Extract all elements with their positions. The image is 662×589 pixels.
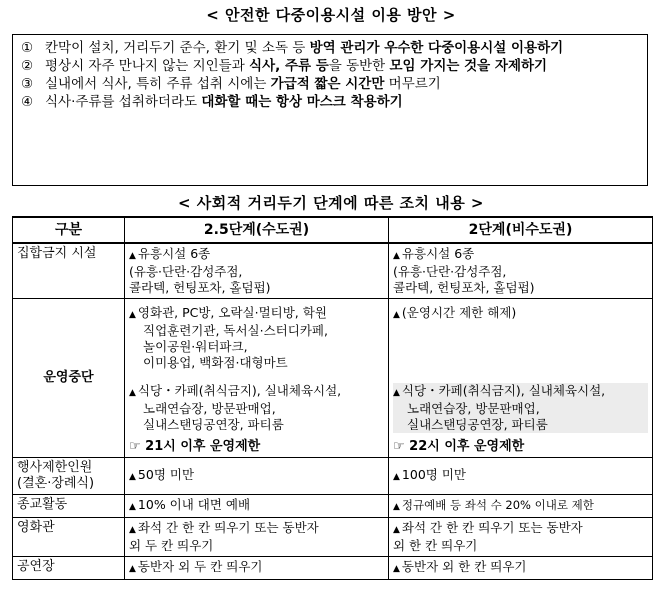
guideline-item-1: [21, 39, 639, 57]
cell-text: 노래연습장, 방문판매업,: [143, 401, 276, 416]
guideline-item-2: [21, 57, 639, 75]
cell-ban-2-5: [125, 243, 389, 299]
cell-text: 10% 이내 대면 예배: [137, 497, 251, 512]
row-label-theater: 공연장: [13, 557, 125, 580]
table-row-religion: [13, 495, 653, 518]
triangle-bullet-icon: ▲: [393, 310, 400, 320]
cell-text: 이미용업, 백화점·대형마트: [143, 355, 288, 370]
cell-text: 노래연습장, 방문판매업,: [393, 401, 648, 417]
cell-text: 정규예배 등 좌석 수 20% 이내로 제한: [401, 498, 594, 512]
cell-text: 동반자 외 한 칸 띄우기: [401, 559, 527, 574]
cell-text: 실내스탠딩공연장, 파티룸: [143, 417, 284, 432]
cell-ban-2: [389, 243, 653, 299]
table-row-theater: [13, 557, 653, 580]
guideline-number: ②: [21, 58, 34, 74]
guideline-text: 실내에서 식사, 특히 주류 섭취 시에는: [45, 76, 271, 92]
measures-table: [12, 216, 653, 580]
triangle-bullet-icon: ▲: [393, 564, 400, 574]
cell-text: 50명 미만: [137, 467, 195, 482]
time-limit-note: ☞ 22시 이후 운영제한: [393, 439, 525, 454]
guidelines-title: < 안전한 다중이용시설 이용 방안 >: [206, 6, 456, 24]
table-row-cinema: [13, 518, 653, 557]
guideline-text-bold: 가급적 짧은 시간만: [270, 76, 385, 92]
cell-text: 식당・카페(취식금지), 실내체육시설,: [137, 383, 342, 398]
cell-text: 콜라텍, 헌팅포차, 홀덤펍): [129, 280, 271, 295]
table-header-row: [13, 217, 653, 243]
cell-cinema-2: [389, 518, 653, 557]
cell-text: (운영시간 제한 해제): [401, 305, 517, 320]
cell-suspend-2: [389, 299, 653, 458]
measures-title: < 사회적 거리두기 단계에 따른 조치 내용 >: [177, 194, 485, 212]
guideline-text: 머무르기: [384, 76, 441, 92]
row-label-cinema: 영화관: [13, 518, 125, 557]
guideline-text: 평상시 자주 만나지 않는 지인들과: [45, 58, 250, 74]
triangle-bullet-icon: ▲: [129, 251, 136, 261]
guideline-number: ①: [21, 40, 34, 56]
cell-theater-2: [389, 557, 653, 580]
cell-text: 유흥시설 6종: [137, 246, 211, 261]
row-label-admin: [13, 458, 125, 495]
triangle-bullet-icon: ▲: [393, 525, 400, 535]
cell-text: 놀이공원·워터파크,: [143, 339, 248, 354]
guideline-number: ③: [21, 76, 34, 92]
cell-text: 100명 미만: [401, 467, 466, 482]
guideline-text: 식사·주류를 섭취하더라도: [45, 94, 202, 110]
triangle-bullet-icon: ▲: [129, 472, 136, 482]
triangle-bullet-icon: ▲: [393, 388, 400, 398]
cell-religion-2-5: [125, 495, 389, 518]
triangle-bullet-icon: ▲: [393, 502, 400, 512]
guideline-text: 을 동반한: [328, 58, 390, 74]
guideline-text-bold: 식사, 주류 등: [249, 58, 329, 74]
cell-text: 좌석 간 한 칸 띄우기 또는 동반자: [401, 520, 583, 535]
triangle-bullet-icon: ▲: [129, 388, 136, 398]
cell-text: 직업훈련기관, 독서실·스터디카페,: [143, 323, 328, 338]
header-category: 구분: [13, 217, 125, 243]
cell-religion-2: [389, 495, 653, 518]
row-label-suspend: 운영중단: [13, 299, 125, 458]
guideline-item-4: [21, 93, 639, 111]
cell-cinema-2-5: [125, 518, 389, 557]
guideline-text-bold: 대화할 때는 항상 마스크 착용하기: [201, 94, 403, 110]
cell-suspend-2-5: [125, 299, 389, 458]
guideline-text-bold: 모임 가지는 것을 자제하기: [389, 58, 548, 74]
table-row-suspend: [13, 299, 653, 458]
triangle-bullet-icon: ▲: [129, 564, 136, 574]
cell-text: 좌석 간 한 칸 띄우기 또는 동반자: [137, 520, 319, 535]
guideline-text: 칸막이 설치, 거리두기 준수, 환기 및 소독 등: [45, 40, 310, 56]
time-limit-note: ☞ 21시 이후 운영제한: [129, 439, 261, 454]
row-label-religion: 종교활동: [13, 495, 125, 518]
cell-text: 식당・카페(취식금지), 실내체육시설,: [401, 383, 606, 398]
cell-admin-2-5: [125, 458, 389, 495]
cell-text: 행사제한인원: [17, 460, 93, 475]
cell-text: 동반자 외 두 칸 띄우기: [137, 559, 263, 574]
cell-text: 외 한 칸 띄우기: [393, 538, 478, 553]
cell-text: 유흥시설 6종: [401, 246, 475, 261]
cell-text: (유흥·단란·감성주점,: [393, 264, 507, 279]
guideline-number: ④: [21, 94, 34, 110]
cell-text: 실내스탠딩공연장, 파티룸: [393, 417, 648, 433]
cell-admin-2: [389, 458, 653, 495]
header-level-2: 2단계(비수도권): [389, 217, 653, 243]
cell-theater-2-5: [125, 557, 389, 580]
cell-text: (유흥·단란·감성주점,: [129, 264, 243, 279]
guideline-text-bold: 방역 관리가 우수한 다중이용시설 이용하기: [309, 40, 564, 56]
row-label-ban: 집합금지 시설: [13, 243, 125, 299]
cell-text: (결혼·장례식): [17, 476, 95, 491]
guidelines-box: [12, 34, 648, 186]
header-level-2-5: 2.5단계(수도권): [125, 217, 389, 243]
triangle-bullet-icon: ▲: [129, 502, 136, 512]
cell-text: 외 두 칸 띄우기: [129, 538, 214, 553]
triangle-bullet-icon: ▲: [129, 310, 136, 320]
table-row-ban: [13, 243, 653, 299]
triangle-bullet-icon: ▲: [393, 251, 400, 261]
guideline-item-3: [21, 75, 639, 93]
triangle-bullet-icon: ▲: [393, 472, 400, 482]
table-row-admin: [13, 458, 653, 495]
triangle-bullet-icon: ▲: [129, 525, 136, 535]
cell-text: 영화관, PC방, 오락실·멀티방, 학원: [137, 305, 327, 320]
cell-text: 콜라텍, 헌팅포차, 홀덤펍): [393, 280, 535, 295]
